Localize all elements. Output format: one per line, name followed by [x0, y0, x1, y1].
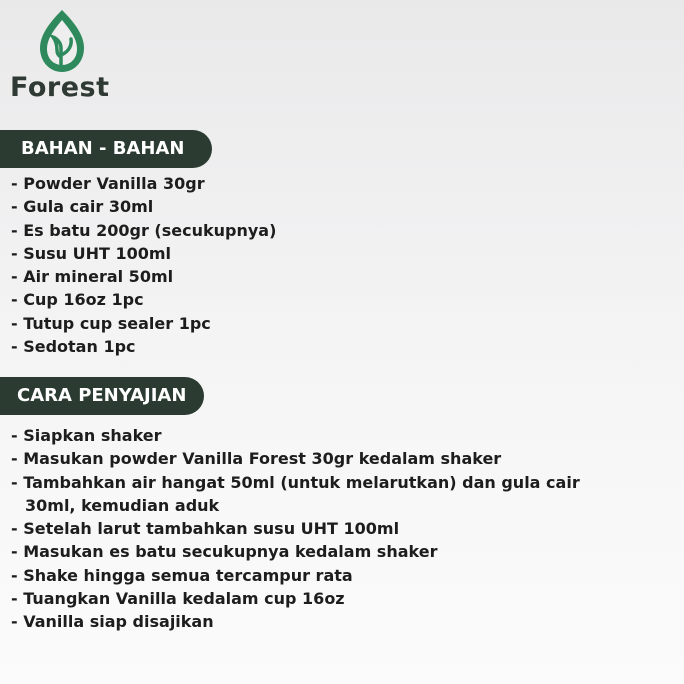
list-item: - Setelah larut tambahkan susu UHT 100ml [11, 519, 400, 539]
list-item: - Shake hingga semua tercampur rata [11, 565, 353, 585]
method-header: CARA PENYAJIAN [0, 377, 204, 415]
list-item: - Es batu 200gr (secukupnya) [11, 220, 277, 240]
list-item: - Gula cair 30ml [11, 197, 154, 217]
list-item: - Susu UHT 100ml [11, 243, 172, 263]
ingredients-list [11, 172, 411, 358]
list-item: - Siapkan shaker [11, 426, 162, 445]
list-item: - Air mineral 50ml [11, 267, 174, 287]
list-item: - Masukan es batu secukupnya kedalam shaker [11, 542, 438, 562]
list-item: - Tutup cup sealer 1pc [11, 313, 211, 333]
list-item: - Cup 16oz 1pc [11, 290, 144, 310]
brand-logo [10, 8, 120, 108]
list-item: - Tambahkan air hangat 50ml (untuk melarutkan) dan gula cair 30ml, kemudian aduk [11, 472, 580, 515]
brand-name: Forest [10, 72, 110, 103]
list-item: - Sedotan 1pc [11, 337, 136, 357]
ingredients-header: BAHAN - BAHAN [0, 130, 212, 168]
list-item: - Powder Vanilla 30gr [11, 174, 205, 193]
list-item: - Masukan powder Vanilla Forest 30gr kedalam shaker [11, 449, 502, 469]
method-list [11, 424, 611, 634]
list-item: - Vanilla siap disajikan [11, 612, 214, 632]
leaf-logo-icon [38, 8, 86, 74]
list-item: - Tuangkan Vanilla kedalam cup 16oz [11, 589, 345, 609]
